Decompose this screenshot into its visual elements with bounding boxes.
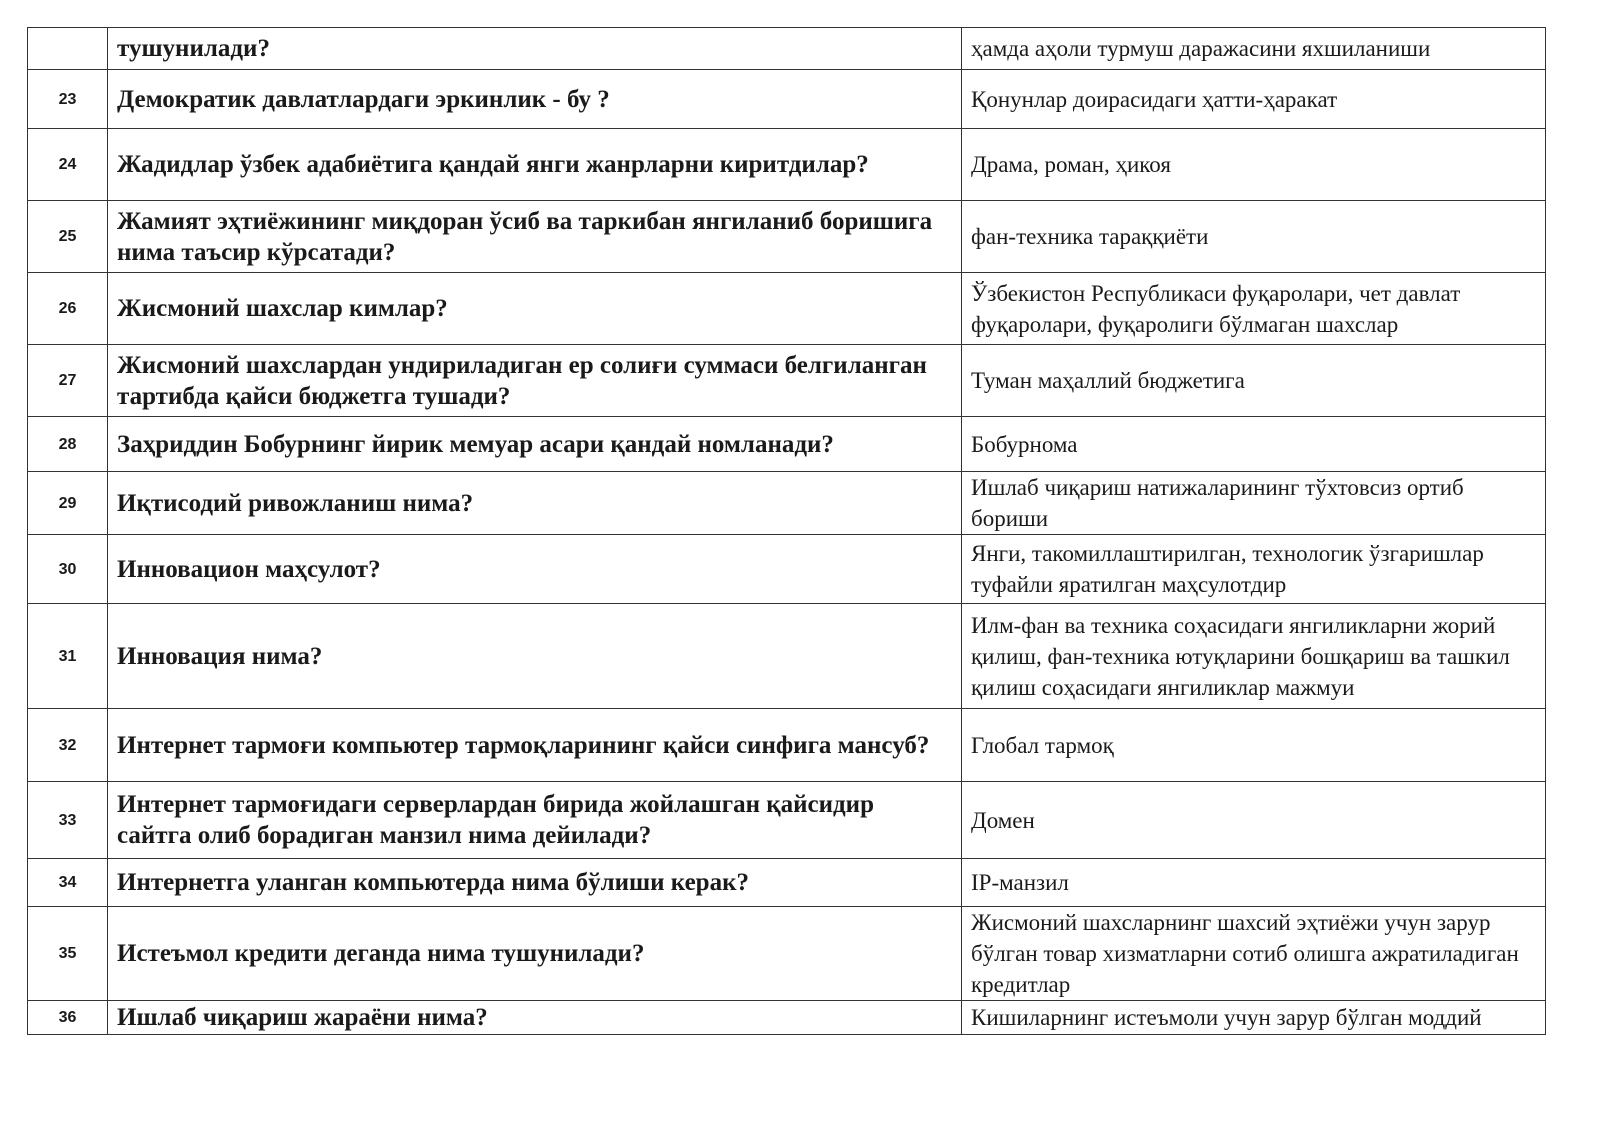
row-number: 28 <box>28 417 108 472</box>
table-row <box>28 709 1546 782</box>
table-row <box>28 859 1546 907</box>
qa-table <box>27 27 1546 1035</box>
qa-table-body <box>28 28 1546 1035</box>
row-number <box>28 28 108 70</box>
row-number: 23 <box>28 70 108 129</box>
table-row <box>28 70 1546 129</box>
question-cell: Жисмоний шахслардан ундириладиган ер солиғи суммаси белгиланган тартибда қайси бюджетга тушади? <box>108 345 962 417</box>
table-row <box>28 417 1546 472</box>
row-number: 30 <box>28 535 108 604</box>
question-cell: Интернет тармоғидаги серверлардан бирида жойлашган қайсидир сайтга олиб борадиган манзил нима дейилади? <box>108 782 962 859</box>
table-row <box>28 201 1546 273</box>
row-number: 25 <box>28 201 108 273</box>
answer-cell: IP-манзил <box>962 859 1546 907</box>
answer-cell: Илм-фан ва техника соҳасидаги янгиликларни жорий қилиш, фан-техника ютуқларини бошқариш ва ташкил қилиш соҳасидаги янгиликлар мажмуи <box>962 604 1546 709</box>
table-row <box>28 472 1546 535</box>
table-row <box>28 1001 1546 1035</box>
answer-cell: Ишлаб чиқариш натижаларининг тўхтовсиз ортиб бориши <box>962 472 1546 535</box>
question-cell: Интернетга уланган компьютерда нима бўлиши керак? <box>108 859 962 907</box>
question-cell: Жисмоний шахслар кимлар? <box>108 273 962 345</box>
table-row <box>28 782 1546 859</box>
answer-cell: Жисмоний шахсларнинг шахсий эҳтиёжи учун зарур бўлган товар хизматларни сотиб олишга ажратиладиган кредитлар <box>962 907 1546 1001</box>
question-cell: Инновацион маҳсулот? <box>108 535 962 604</box>
table-row <box>28 604 1546 709</box>
answer-cell: Туман маҳаллий бюджетига <box>962 345 1546 417</box>
question-cell: Интернет тармоғи компьютер тармоқларининг қайси синфига мансуб? <box>108 709 962 782</box>
table-row <box>28 28 1546 70</box>
table-row <box>28 535 1546 604</box>
table-row <box>28 907 1546 1001</box>
answer-cell: ҳамда аҳоли турмуш даражасини яхшиланиши <box>962 28 1546 70</box>
table-row <box>28 345 1546 417</box>
row-number: 24 <box>28 129 108 201</box>
answer-cell: Домен <box>962 782 1546 859</box>
question-cell: Иқтисодий ривожланиш нима? <box>108 472 962 535</box>
row-number: 27 <box>28 345 108 417</box>
question-cell: Жадидлар ўзбек адабиётига қандай янги жанрларни киритдилар? <box>108 129 962 201</box>
question-cell: Инновация нима? <box>108 604 962 709</box>
answer-cell: Драма, роман, ҳикоя <box>962 129 1546 201</box>
question-cell: Жамият эҳтиёжининг миқдоран ўсиб ва таркибан янгиланиб боришига нима таъсир кўрсатади? <box>108 201 962 273</box>
answer-cell: Ўзбекистон Республикаси фуқаролари, чет давлат фуқаролари, фуқаролиги бўлмаган шахслар <box>962 273 1546 345</box>
row-number: 33 <box>28 782 108 859</box>
table-row <box>28 273 1546 345</box>
row-number: 36 <box>28 1001 108 1035</box>
row-number: 35 <box>28 907 108 1001</box>
answer-cell: Янги, такомиллаштирилган, технологик ўзгаришлар туфайли яратилган маҳсулотдир <box>962 535 1546 604</box>
answer-cell: Кишиларнинг истеъмоли учун зарур бўлган моддий <box>962 1001 1546 1035</box>
answer-cell: фан-техника тараққиёти <box>962 201 1546 273</box>
answer-cell: Қонунлар доирасидаги ҳатти-ҳаракат <box>962 70 1546 129</box>
row-number: 34 <box>28 859 108 907</box>
question-cell: Демократик давлатлардаги эркинлик - бу ? <box>108 70 962 129</box>
row-number: 31 <box>28 604 108 709</box>
row-number: 26 <box>28 273 108 345</box>
question-cell: тушунилади? <box>108 28 962 70</box>
answer-cell: Бобурнома <box>962 417 1546 472</box>
row-number: 32 <box>28 709 108 782</box>
question-cell: Заҳриддин Бобурнинг йирик мемуар асари қандай номланади? <box>108 417 962 472</box>
question-cell: Истеъмол кредити деганда нима тушунилади? <box>108 907 962 1001</box>
row-number: 29 <box>28 472 108 535</box>
table-row <box>28 129 1546 201</box>
answer-cell: Глобал тармоқ <box>962 709 1546 782</box>
question-cell: Ишлаб чиқариш жараёни нима? <box>108 1001 962 1035</box>
